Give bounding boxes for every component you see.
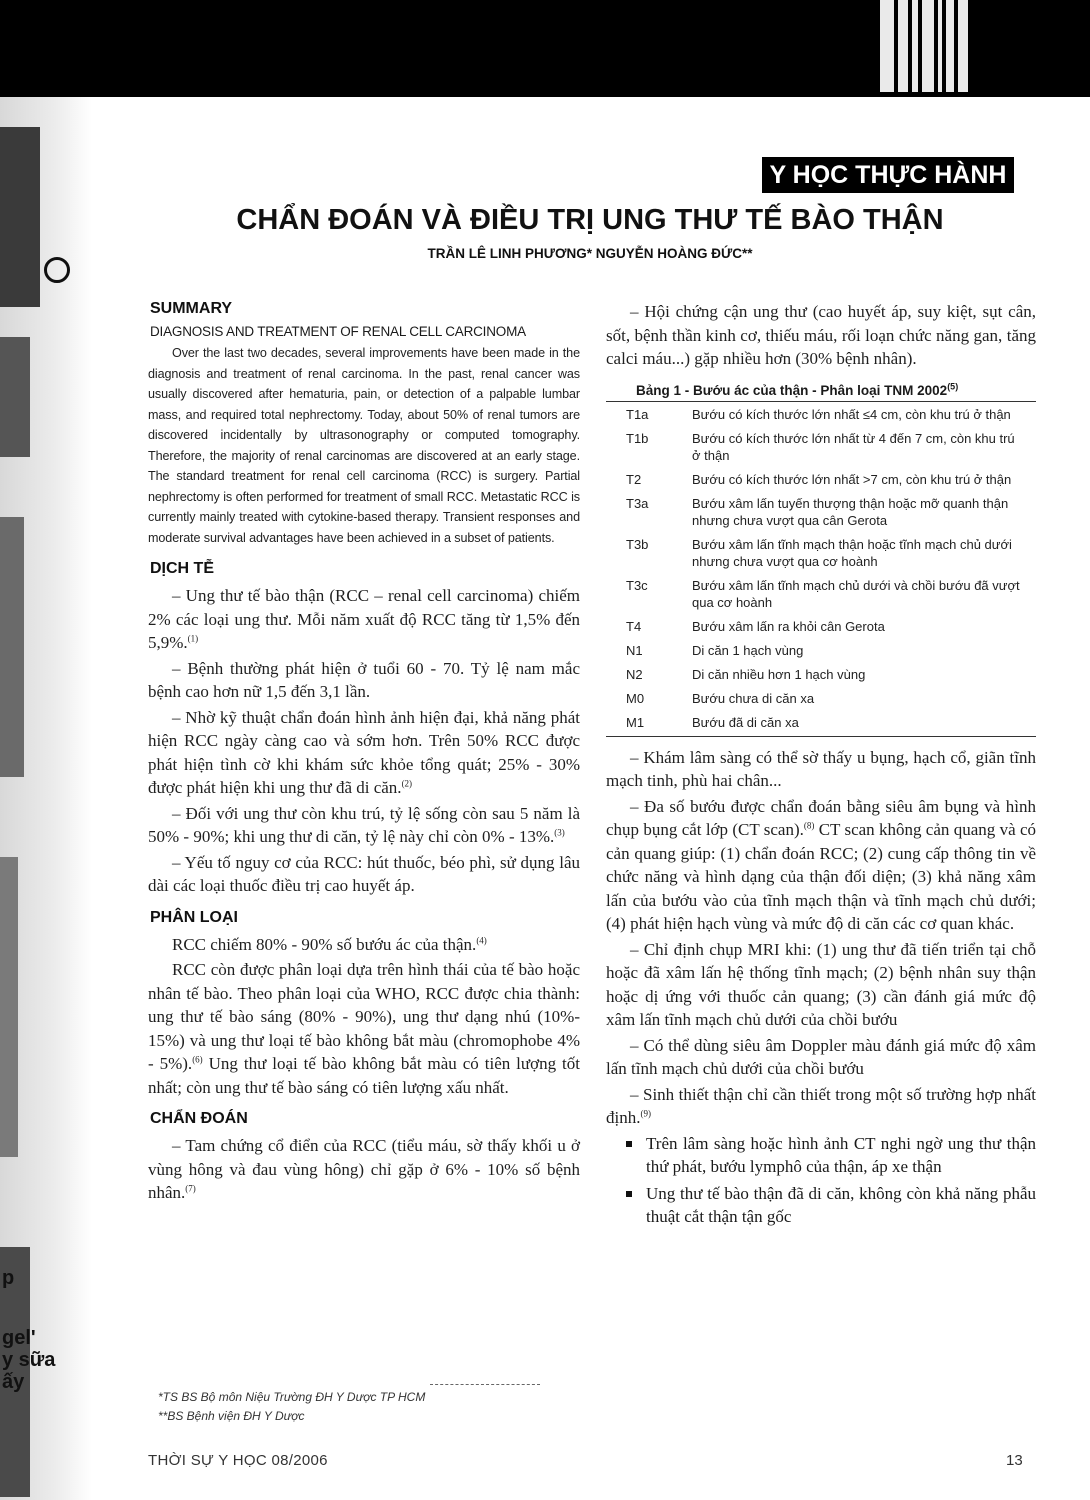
bullet-icon xyxy=(626,1191,632,1197)
table-row xyxy=(606,575,1036,616)
paragraph: – Yếu tố nguy cơ của RCC: hút thuốc, béo phì, sử dụng lâu dài các loại thuốc điều trị cao huyết áp. xyxy=(148,852,580,895)
tnm-description: Bướu xâm lấn tĩnh mạch thận hoặc tĩnh mạch chủ dưới nhưng chưa vượt qua cơ hoành xyxy=(692,536,1012,569)
table-row xyxy=(606,404,1036,428)
table-row xyxy=(606,534,1036,575)
indication-list xyxy=(606,1132,1036,1228)
summary-body: Over the last two decades, several improvements have been made in the diagnosis and treatment of renal carcinoma. In the past, renal cancer was usually discovered after hematuria, pain, or detection of a palpable lumbar mass, and required total nephrectomy. Today, about 50% of renal tumors are discovered incidentally by ultrasonography or computed tomography. Therefore, the majority of renal carcinomas are discovered at an early stage. The standard treatment for renal cell carcinoma (RCC) is surgery. Partial nephrectomy is often performed for treatment of small RCC. Metastatic RCC is currently mainly treated with cytokine-based therapy. Transient responses and moderate survival advantages have been achieved in a subset of patients. xyxy=(148,346,580,545)
paragraph: – Tam chứng cổ điển của RCC (tiểu máu, sờ thấy khối u ở vùng hông và đau vùng hông) chỉ gặp ở 6% - 10% số bệnh nhân.$^{(7)}$ xyxy=(148,1136,580,1202)
section-tag: Y HỌC THỰC HÀNH xyxy=(762,157,1014,193)
table-row xyxy=(606,664,1036,688)
table-row xyxy=(606,688,1036,712)
binding-logo-icon xyxy=(44,257,70,283)
table-title: Bảng 1 - Bướu ác của thận - Phân loại TNM 2002$^{(5)}$ xyxy=(636,381,959,398)
tnm-code: T1b xyxy=(626,430,649,446)
paragraph: – Sinh thiết thận chỉ cần thiết trong một số trường hợp nhất định.$^{(9)}$ xyxy=(606,1084,1036,1127)
paragraph: RCC còn được phân loại dựa trên hình thái của tế bào hoặc nhân tế bào. Theo phân loại của WHO, RCC được chia thành: ung thư tế bào sáng (80% - 90%), ung thư dạng nhú (10%- 15%) và ung thư loại tế bào không bắt màu (chromophobe 4% - 5%).$^{(6)}$ Ung thư loại tế bào không bắt màu có tiên lượng tốt nhất; còn ung thư tế bào sáng có tiên lượng xấu nhất. xyxy=(148,960,581,1097)
binding-edge xyxy=(0,97,92,1500)
section-heading-dich-te: DỊCH TỄ xyxy=(150,560,214,577)
tnm-description: Bướu chưa di căn xa xyxy=(692,690,815,706)
scan-calibration-bars xyxy=(880,0,992,97)
list-item: Trên lâm sàng hoặc hình ảnh CT nghi ngờ ung thư thận thứ phát, bướu lymphô của thận, áp xe thận xyxy=(606,1132,1036,1178)
summary-subtitle: DIAGNOSIS AND TREATMENT OF RENAL CELL CARCINOMA xyxy=(150,324,526,339)
left-column xyxy=(148,300,580,1207)
footnote: **BS Bệnh viện ĐH Y Dược xyxy=(158,1409,305,1423)
paragraph: – Có thể dùng siêu âm Doppler màu đánh giá mức độ xâm lấn tĩnh mạch chủ dưới của chồi bướu xyxy=(606,1035,1036,1078)
tnm-description: Bướu xâm lấn tuyến thượng thận hoặc mỡ quanh thận nhưng chưa vượt qua cân Gerota xyxy=(692,495,1009,528)
tnm-description: Bướu xâm lấn tĩnh mạch chủ dưới và chồi bướu đã vượt qua cơ hoành xyxy=(692,577,1020,610)
article-title: CHẨN ĐOÁN VÀ ĐIỀU TRỊ UNG THƯ TẾ BÀO THẬN xyxy=(236,204,944,236)
tnm-description: Bướu xâm lấn ra khỏi cân Gerota xyxy=(692,618,885,634)
right-column xyxy=(606,300,1036,1232)
footnote-rule xyxy=(430,1384,540,1385)
tnm-code: T3a xyxy=(626,495,649,511)
tnm-table xyxy=(606,401,1036,737)
tnm-description: Bướu có kích thước lớn nhất >7 cm, còn khu trú ở thận xyxy=(692,471,1012,487)
footnote: *TS BS Bộ môn Niệu Trường ĐH Y Dược TP HCM xyxy=(158,1390,426,1404)
tnm-code: M1 xyxy=(606,712,692,737)
tnm-code: T2 xyxy=(626,471,642,487)
paragraph: – Chỉ định chụp MRI khi: (1) ung thư đã tiến triển tại chỗ hoặc đã xâm lấn hệ thống tĩnh mạch; (2) bệnh nhân suy thận hoặc dị ứng với thuốc cản quang; (3) cần đánh giá mức độ xâm lấn tĩnh mạch chủ dưới của chồi bướu xyxy=(606,939,1036,1029)
tnm-code: N1 xyxy=(626,642,643,658)
paragraph: – Đối với ung thư còn khu trú, tỷ lệ sống còn sau 5 năm là 50% - 90%; khi ung thư di căn, tỷ lệ này chỉ còn 0% - 13%.$^{(3)}$ xyxy=(148,803,580,846)
paragraph: – Khám lâm sàng có thể sờ thấy u bụng, hạch cổ, giãn tĩnh mạch tinh, phù hai chân... xyxy=(606,747,1036,790)
summary-heading: SUMMARY xyxy=(150,300,233,317)
bullet-icon xyxy=(626,1141,632,1147)
tnm-code: T3b xyxy=(626,536,649,552)
table-row xyxy=(606,493,1036,534)
binding-lettering: gel' y sữa ấy xyxy=(2,1327,56,1393)
tnm-description: Di căn nhiều hơn 1 hạch vùng xyxy=(692,666,866,682)
paragraph: – Ung thư tế bào thận (RCC – renal cell carcinoma) chiếm 2% các loại ung thư. Mỗi năm xuất độ RCC tăng từ 1,5% đến 5,9%.$^{(1)}$ xyxy=(148,586,580,652)
section-heading-chan-doan: CHẨN ĐOÁN xyxy=(150,1110,248,1127)
list-item: Ung thư tế bào thận đã di căn, không còn khả năng phẫu thuật cắt thận tận gốc xyxy=(606,1182,1036,1228)
section-heading-phan-loai: PHÂN LOẠI xyxy=(150,908,238,926)
table-row xyxy=(606,712,1036,737)
tnm-code: M0 xyxy=(626,690,645,706)
table-row xyxy=(606,428,1036,469)
page-number: 13 xyxy=(1006,1452,1023,1469)
paragraph: – Nhờ kỹ thuật chẩn đoán hình ảnh hiện đại, khả năng phát hiện RCC ngày càng cao và sớm hơn. Trên 50% RCC được phát hiện tình cờ khi khám sức khỏe tổng quát; 25% - 30% được phát hiện khi ung thư đã di căn.$^{(2)}$ xyxy=(148,707,580,797)
article-authors: TRẦN LÊ LINH PHƯƠNG* NGUYỄN HOÀNG ĐỨC** xyxy=(427,246,753,261)
tnm-code: T3c xyxy=(626,577,648,593)
tnm-code: N2 xyxy=(626,666,643,682)
journal-footer: THỜI SỰ Y HỌC 08/2006 xyxy=(148,1452,328,1469)
table-row xyxy=(606,469,1036,493)
paragraph: RCC chiếm 80% - 90% số bướu ác của thận.$^{(4)}$ xyxy=(172,934,487,954)
footnotes xyxy=(158,1388,558,1426)
tnm-code: T4 xyxy=(626,618,642,634)
tnm-description: Bướu có kích thước lớn nhất ≤4 cm, còn khu trú ở thận xyxy=(692,406,1011,422)
table-row xyxy=(606,616,1036,640)
binding-letter-p: p xyxy=(2,1267,15,1289)
tnm-description: Bướu có kích thước lớn nhất từ 4 đến 7 cm, còn khu trú ở thận xyxy=(692,430,1015,463)
tnm-code: T1a xyxy=(626,406,649,422)
tnm-description: Di căn 1 hạch vùng xyxy=(692,642,804,658)
tnm-description: Bướu đã di căn xa xyxy=(692,712,1036,737)
table-row xyxy=(606,640,1036,664)
paragraph: – Hội chứng cận ung thư (cao huyết áp, suy kiệt, sụt cân, sốt, bệnh thần kinh cơ, thiếu máu, rối loạn chức năng gan, tăng calci máu...) gặp nhiều hơn (30% bệnh nhân). xyxy=(606,302,1036,368)
paragraph: – Bệnh thường phát hiện ở tuổi 60 - 70. Tỷ lệ nam mắc bệnh cao hơn nữ 1,5 đến 3,1 lần. xyxy=(148,658,580,701)
paragraph: – Đa số bướu được chẩn đoán bằng siêu âm bụng và hình chụp bụng cắt lớp (CT scan).$^{(8)}$ CT scan không cản quang và có cản quang giúp: (1) chẩn đoán RCC; (2) cung cấp thông tin về chức năng và hình dạng của thận đối diện; (3) khả năng xâm lấn của bướu vào của tĩnh mạch thận và tĩnh mạch chủ dưới; (4) phát hiện hạch vùng và mức độ di căn các cơ quan khác. xyxy=(606,796,1036,933)
